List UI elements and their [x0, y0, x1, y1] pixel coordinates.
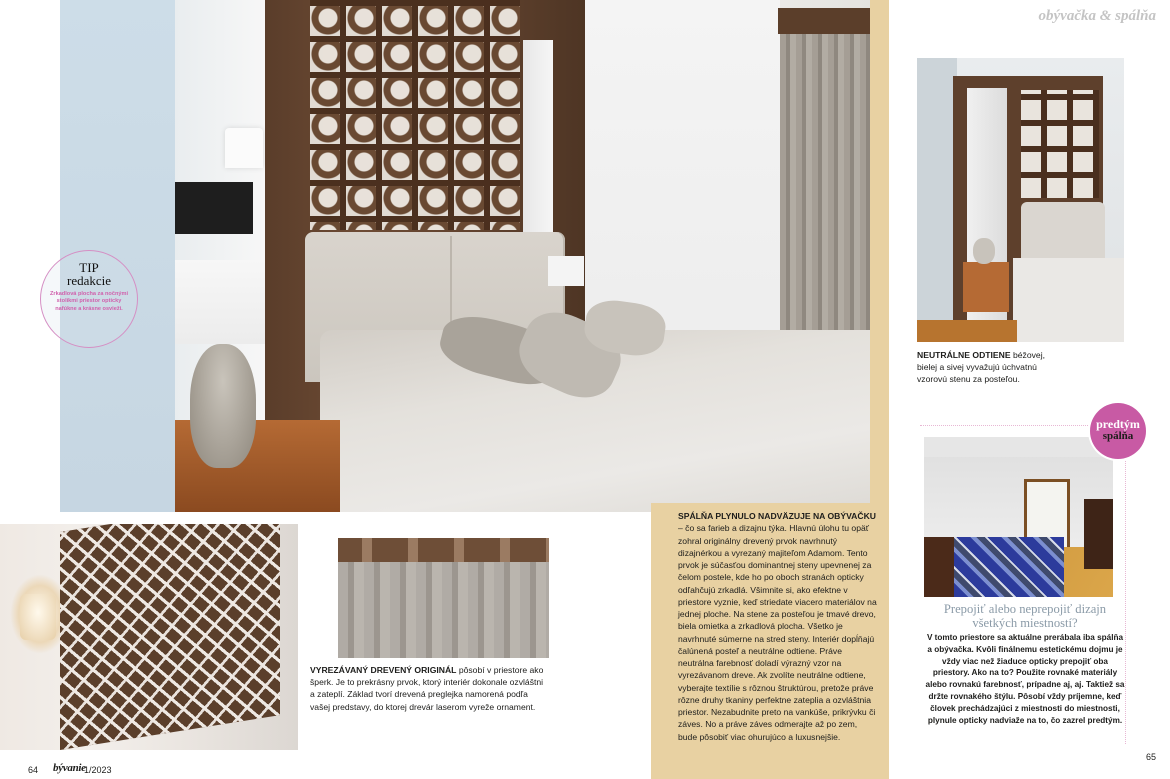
photo-lamp — [973, 238, 995, 264]
badge-line2: spálňa — [1102, 430, 1134, 442]
page-number-left: 64 — [28, 765, 39, 775]
tip-callout — [40, 250, 138, 348]
article-text — [678, 510, 878, 743]
before-bedroom-photo — [924, 437, 1113, 597]
photo-drape — [338, 562, 549, 658]
magazine-logo: bývanie — [53, 762, 86, 774]
main-bedroom-photo — [60, 0, 870, 512]
photo-nightstand — [963, 262, 1009, 312]
photo-carved-lattice — [310, 0, 520, 230]
photo-lamp-base — [190, 344, 256, 468]
page-number-right: 65 — [1146, 752, 1157, 762]
photo-lamp-shade — [548, 256, 584, 286]
neutral-tones-photo — [917, 58, 1124, 342]
photo-bed — [1013, 258, 1124, 342]
photo-lamp-shade — [175, 260, 265, 344]
issue-number: 1/2023 — [84, 765, 112, 775]
photo-tv — [175, 182, 253, 234]
caption-body: pôsobí v priestore ako šperk. Je to prekrásny prvok, ktorý interiér dokonale ozvláštni a zateplí. Základ tvorí drevená preglejka namorená podľa vašej predstavy, do ktorej drevár laserom vyreže ornament. — [310, 665, 544, 712]
photo-wall-sconce — [20, 594, 56, 640]
caption-body: béžovej, bielej a sivej vyvažujú úchvatnú vzorovú stenu za posteľou. — [917, 350, 1045, 385]
tip-title-line2: redakcie — [66, 273, 112, 288]
photo-ceiling — [924, 437, 1113, 457]
badge-line1: predtým — [1096, 417, 1140, 431]
photo-carved-panel — [60, 524, 280, 750]
caption-lead: VYREZÁVANÝ DREVENÝ ORIGINÁL — [310, 665, 457, 675]
curtain-detail-photo — [310, 524, 549, 658]
photo-curtain-valance — [778, 8, 870, 34]
photo-pendant-lamp — [225, 128, 263, 168]
photo-floor — [917, 320, 1017, 342]
carved-panel-photo — [0, 524, 298, 750]
photo-dresser — [1084, 499, 1113, 569]
article-body: – čo sa farieb a dizajnu týka. Hlavnú úlohu tu opäť zohral originálny drevený prvok navrhnutý dizajnérkou a vyrezaný majiteľom Adamom. Tento prvok je súčasťou dominantnej steny upevnenej za čelom postele, kde ho po oboch stranách opticky odľahčujú zrkadlá. Všimnite si, ako efektne v priestore vyznie, keď striedate viacero materiálov na jednej ploche. Na stene za posteľou je tmavé drevo, biela omietka a zrkadlová plocha. Všetko je navrhnuté súmerne na stred steny. Interiér dopĺňajú čalúnená posteľ a neutrálne odtiene. Práve neutrálna farebnosť doladí výrazný vzor na vyrezávanom dreve. Ak zvolíte neutrálne odtiene, vyberajte textílie s rôznou štruktúrou, pretože práve rôzne druhy tkaniny perfektne zateplia a ozvláštnia priestor. Nezabudnite preto na vankúše, prikrývku či záves. No a práve záves odmerajte až po zem, bude pôsobiť viac ohurujúco a luxusnejšie. — [678, 523, 877, 742]
before-text: V tomto priestore sa aktuálne prerábala iba spálňa a obývačka. Kvôli finálnemu estetickému dojmu je vždy viac než žiaduce opticky prepojiť oba priestory. Ako na to? Použite rovnaké materiály alebo rovnakú farebnosť, prípadne aj, aj. Taktiež sa držte rovnakého štýlu. Pôsobí vždy príjemne, keď človek prechádzajúci z miestnosti do miestnosti, plynule opticky nadviaže na to, čo zazrel predtým. — [925, 633, 1125, 725]
beige-accent-strip — [870, 0, 889, 503]
photo-plaid-bed — [954, 537, 1064, 597]
photo-carved-valance — [338, 538, 549, 562]
carved-original-caption — [310, 664, 545, 713]
before-badge — [1090, 403, 1146, 459]
photo-wall — [917, 58, 957, 342]
section-title: obývačka & spálňa — [1038, 8, 1156, 24]
article-lead: SPÁLŇA PLYNULO NADVÄZUJE NA OBÝVAČKU — [678, 511, 876, 521]
tip-title-line1: TIP — [79, 260, 99, 275]
before-title: Prepojiť alebo neprepojiť dizajn všetkých miestností? — [943, 602, 1107, 630]
caption-lead: NEUTRÁLNE ODTIENE — [917, 350, 1011, 360]
photo-carved-lattice — [1021, 90, 1099, 198]
neutral-tones-caption — [917, 349, 1067, 386]
tip-text: Zrkadlová plocha za nočnými stolíkmi priestor opticky nafúkne a krásne osvieži. — [49, 291, 129, 312]
